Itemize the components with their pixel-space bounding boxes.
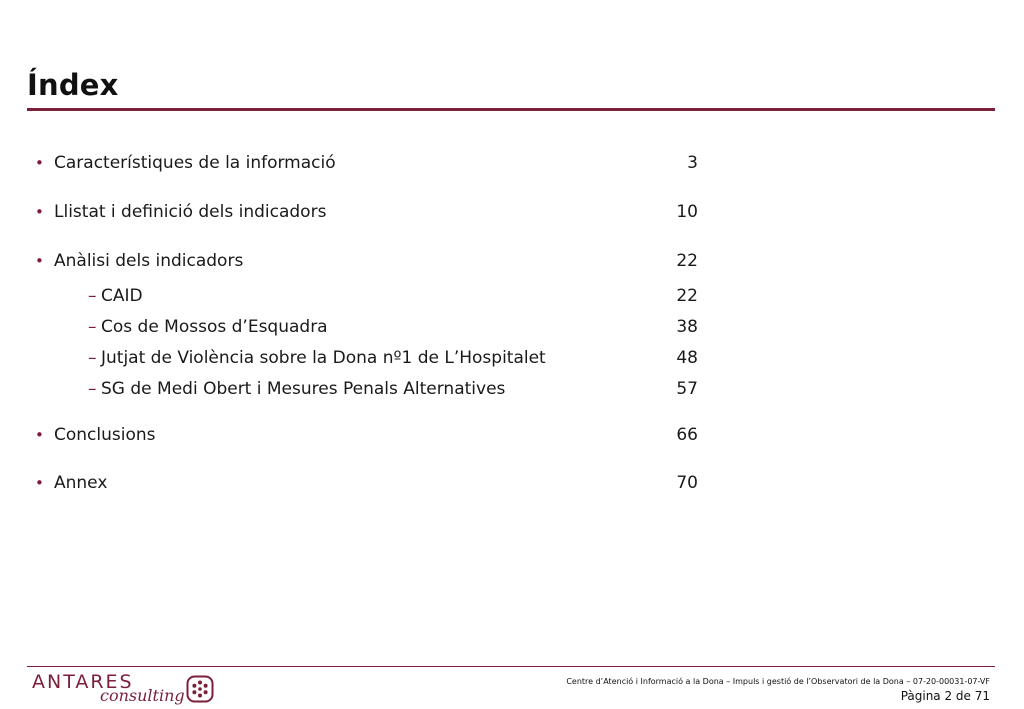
toc-page-number: 22	[676, 286, 698, 306]
toc-subentry[interactable]	[88, 378, 505, 400]
toc-entry[interactable]	[35, 424, 156, 446]
page-title: Índex	[27, 68, 119, 102]
toc-page-number: 66	[676, 425, 698, 445]
toc-page-number: 38	[676, 317, 698, 337]
toc-page-number: 3	[687, 153, 698, 173]
bullet-icon: •	[35, 474, 44, 492]
toc-entry-label: Cos de Mossos d’Esquadra	[101, 317, 328, 337]
toc-entry[interactable]	[35, 152, 336, 174]
toc-page-number: 10	[676, 202, 698, 222]
dash-icon: –	[88, 348, 97, 368]
dash-icon: –	[88, 286, 97, 306]
toc-entry-label: Annex	[54, 473, 108, 493]
toc-entry-label: Conclusions	[54, 425, 156, 445]
dash-icon: –	[88, 379, 97, 399]
footer-document-reference: Centre d’Atenció i Informació a la Dona – Impuls i gestió de l’Observatori de la Dona – 07-20-00031-07-VF	[566, 677, 990, 686]
toc-entry-label: Anàlisi dels indicadors	[54, 251, 244, 271]
company-logo-icon	[186, 675, 214, 703]
dash-icon: –	[88, 317, 97, 337]
toc-subentry[interactable]	[88, 347, 546, 369]
toc-entry-label: Característiques de la informació	[54, 153, 336, 173]
toc-page-number: 48	[676, 348, 698, 368]
company-logo-tagline: consulting	[100, 686, 185, 705]
toc-entry-label: Jutjat de Violència sobre la Dona nº1 de L’Hospitalet	[101, 348, 546, 368]
toc-page-number: 22	[676, 251, 698, 271]
bullet-icon: •	[35, 252, 44, 270]
bullet-icon: •	[35, 426, 44, 444]
company-logo-wordmark: ANTARES	[32, 671, 134, 693]
toc-page-number: 57	[676, 379, 698, 399]
toc-entry-label: SG de Medi Obert i Mesures Penals Alternatives	[101, 379, 506, 399]
toc-entry-label: Llistat i definició dels indicadors	[54, 202, 327, 222]
footer-divider	[27, 666, 995, 667]
toc-entry[interactable]	[35, 201, 326, 223]
footer-page-number: Pàgina 2 de 71	[900, 689, 990, 703]
toc-page-number: 70	[676, 473, 698, 493]
bullet-icon: •	[35, 154, 44, 172]
toc-entry-label: CAID	[101, 286, 143, 306]
toc-entry[interactable]	[35, 472, 107, 494]
bullet-icon: •	[35, 203, 44, 221]
toc-entry[interactable]	[35, 250, 243, 272]
toc-subentry[interactable]	[88, 316, 328, 338]
toc-subentry[interactable]	[88, 285, 143, 307]
